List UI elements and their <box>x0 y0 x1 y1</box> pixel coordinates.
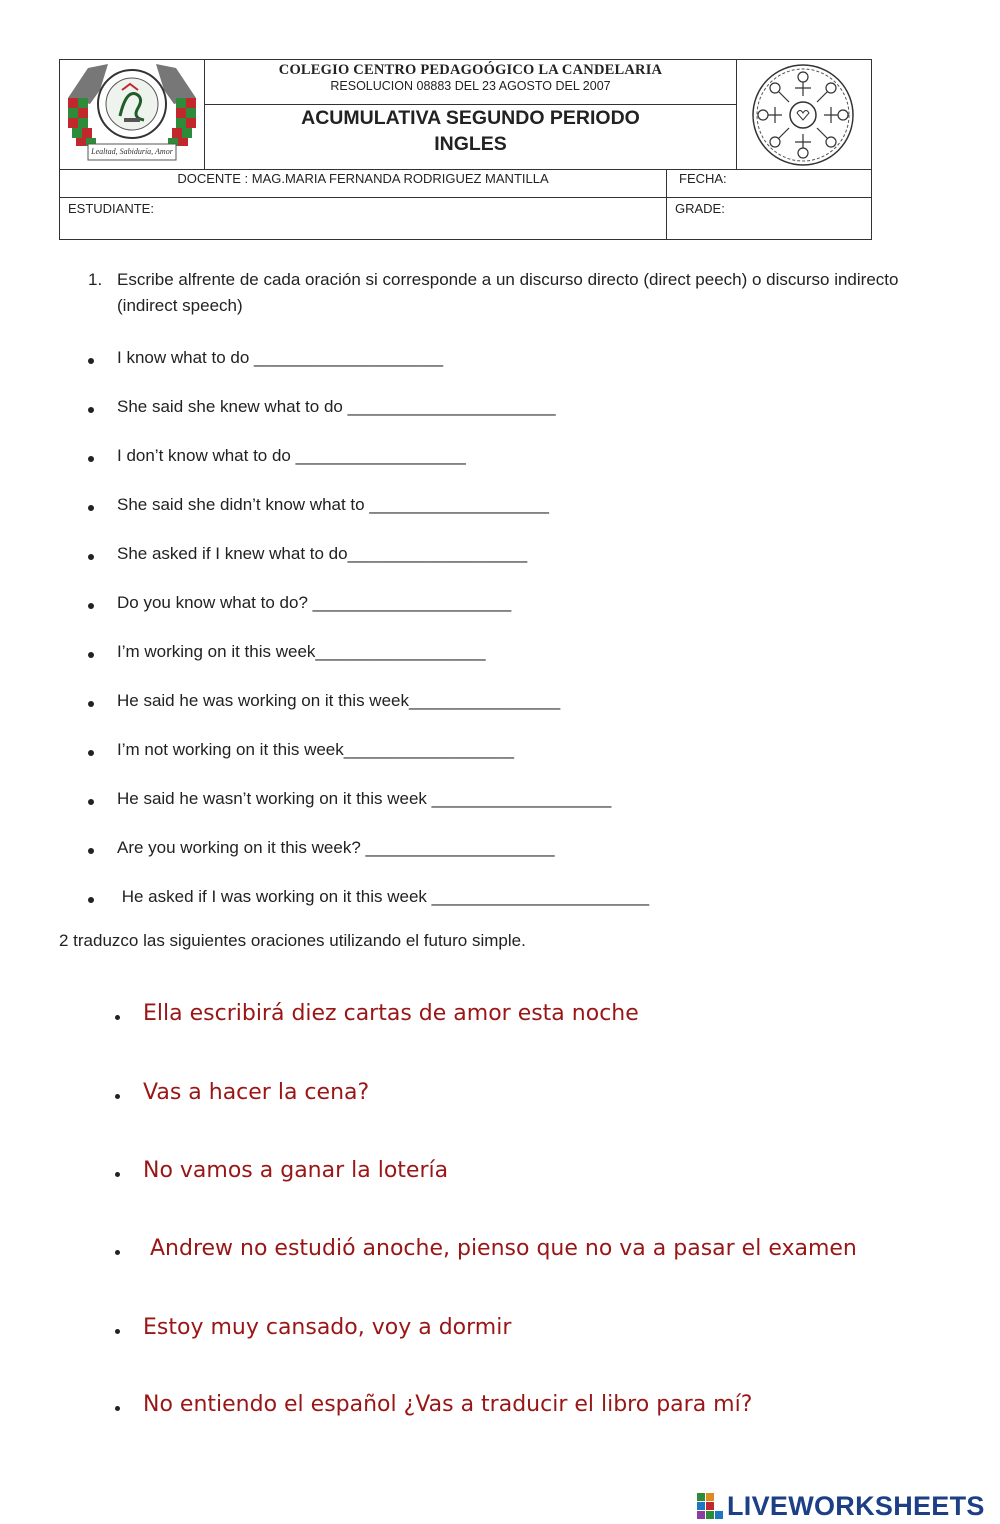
item-text: He said he was working on it this week________________ <box>117 691 561 710</box>
item-text: I don’t know what to do __________________ <box>117 446 466 465</box>
bullet-icon <box>115 1250 120 1255</box>
children-circle-emblem <box>735 60 871 170</box>
table-divider <box>666 170 667 239</box>
bullet-icon <box>88 652 94 658</box>
bullet-icon <box>88 750 94 756</box>
table-divider <box>60 197 871 198</box>
bullet-icon <box>88 456 94 462</box>
bullet-icon <box>88 505 94 511</box>
item-text: He said he wasn’t working on it this week ___________________ <box>117 789 612 808</box>
item-text: Estoy muy cansado, voy a dormir <box>143 1315 512 1340</box>
bullet-icon <box>115 1094 120 1099</box>
item-text: I’m not working on it this week__________________ <box>117 740 514 759</box>
item-text: I know what to do ____________________ <box>117 348 444 367</box>
bullet-icon <box>115 1172 120 1177</box>
brand-text: LIVEWORKSHEETS <box>727 1491 985 1521</box>
bullet-icon <box>115 1406 120 1411</box>
header-table <box>59 59 872 240</box>
bullet-icon <box>88 897 94 903</box>
title-line-1: ACUMULATIVA SEGUNDO PERIODO <box>301 107 640 129</box>
bullet-icon <box>88 848 94 854</box>
bullet-icon <box>88 603 94 609</box>
document-title <box>205 105 736 157</box>
item-text: She said she didn’t know what to ___________________ <box>117 495 549 514</box>
school-resolution: RESOLUCION 08883 DEL 23 AGOSTO DEL 2007 <box>330 79 611 93</box>
school-logo <box>60 60 204 170</box>
item-text: She said she knew what to do ______________________ <box>117 397 556 416</box>
bullet-icon <box>88 358 94 364</box>
question-instruction: Escribe alfrente de cada oración si corresponde a un discurso directo (direct peech) o discurso indirecto (indirect speech) <box>117 270 899 315</box>
item-text: She asked if I knew what to do___________________ <box>117 544 528 563</box>
item-text: No vamos a ganar la lotería <box>143 1158 449 1183</box>
item-text: Vas a hacer la cena? <box>143 1080 370 1105</box>
date-label: FECHA: <box>679 171 727 186</box>
item-text: Do you know what to do? _____________________ <box>117 593 512 612</box>
item-text: Andrew no estudió anoche, pienso que no va a pasar el examen <box>143 1236 857 1261</box>
bullet-icon <box>88 554 94 560</box>
logo-motto: Lealtad, Sabiduría, Amor <box>91 147 173 156</box>
item-text: Are you working on it this week? ____________________ <box>117 838 555 857</box>
item-text: No entiendo el español ¿Vas a traducir el libro para mí? <box>143 1392 753 1417</box>
bullet-icon <box>88 407 94 413</box>
liveworksheets-logo-icon <box>697 1493 723 1519</box>
student-label: ESTUDIANTE: <box>68 201 154 216</box>
bullet-icon <box>115 1015 120 1020</box>
title-line-2: INGLES <box>434 133 507 155</box>
bullet-icon <box>115 1329 120 1334</box>
question-number: 1. <box>88 270 103 289</box>
item-text: I’m working on it this week__________________ <box>117 642 486 661</box>
item-text: Ella escribirá diez cartas de amor esta noche <box>143 1001 639 1026</box>
teacher-name: DOCENTE : MAG.MARIA FERNANDA RODRIGUEZ MANTILLA <box>177 171 549 186</box>
school-heading <box>205 62 736 93</box>
liveworksheets-brand[interactable] <box>697 1489 992 1523</box>
item-text: He asked if I was working on it this week _______________________ <box>117 887 650 906</box>
school-name: COLEGIO CENTRO PEDAGOÓGICO LA CANDELARIA <box>278 62 663 78</box>
question-2-instruction: 2 traduzco las siguientes oraciones utilizando el futuro simple. <box>59 931 526 950</box>
bullet-icon <box>88 799 94 805</box>
grade-label: GRADE: <box>675 201 725 216</box>
bullet-icon <box>88 701 94 707</box>
